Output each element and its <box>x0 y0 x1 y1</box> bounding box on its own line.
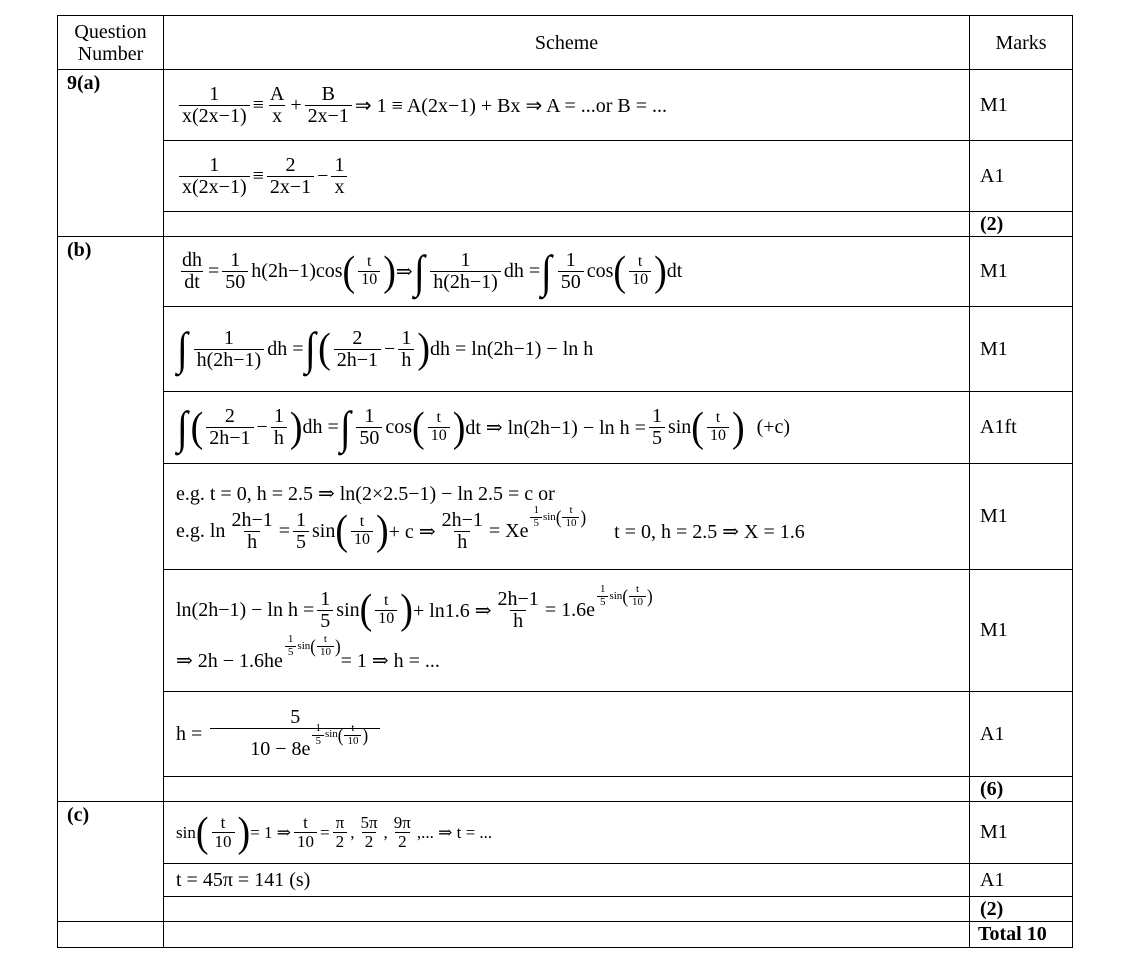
expression-text: e.g. ln <box>176 519 226 542</box>
mark-cell: M1 <box>970 570 1073 692</box>
denominator: 2 <box>395 832 410 851</box>
denominator: 2h−1 <box>206 427 253 449</box>
denominator: h <box>271 427 287 449</box>
scheme-cell <box>164 307 970 392</box>
numerator: 1 <box>533 503 539 516</box>
denominator: 5 <box>312 735 324 748</box>
q9b-total-row <box>58 777 1073 802</box>
denominator: x(2x−1) <box>179 105 250 127</box>
mark-scheme-table <box>57 15 1073 948</box>
numerator: t <box>637 253 643 271</box>
left-paren: ( <box>335 507 348 555</box>
subtotal-mark: (2) <box>970 897 1073 922</box>
mark-cell: A1 <box>970 692 1073 777</box>
integral-sign: ∫ <box>176 401 188 453</box>
numerator: 1 <box>334 153 345 176</box>
denominator: h <box>510 610 526 632</box>
exponent <box>311 723 368 747</box>
numerator: t <box>220 813 226 833</box>
denominator: h <box>454 531 470 553</box>
expression-text: dt <box>666 260 683 282</box>
expression-text: dh = <box>267 337 304 360</box>
denominator: 2x−1 <box>267 176 314 198</box>
mark-cell: M1 <box>970 70 1073 141</box>
right-paren: ) <box>237 809 251 856</box>
implies-sign: ⇒ <box>395 261 413 283</box>
numerator: 1 <box>223 326 234 349</box>
numerator: 1 <box>273 405 284 427</box>
denominator: 50 <box>222 271 248 293</box>
scheme-cell <box>164 802 970 864</box>
expression-text: ln(2h−1) − ln h = <box>176 598 315 621</box>
numerator: 2h−1 <box>497 587 539 610</box>
right-paren: ) <box>654 248 667 295</box>
empty-cell <box>58 922 164 948</box>
mark-cell: M1 <box>970 464 1073 570</box>
expression-text: dh = <box>302 416 339 438</box>
numerator: t <box>384 591 389 609</box>
numerator: 2 <box>285 153 296 176</box>
q9b-row-5 <box>58 570 1073 692</box>
right-paren: ) <box>452 404 466 451</box>
equiv-sign: ≡ <box>252 164 264 187</box>
numerator: 9π <box>393 813 411 833</box>
equals-sign: = <box>278 519 290 542</box>
scheme-cell <box>164 692 970 777</box>
expression-text: e.g. t = 0, h = 2.5 ⇒ ln(2×2.5−1) − ln 2.5 = c or <box>176 482 555 505</box>
exponent <box>284 634 341 658</box>
numerator: 1 <box>209 153 220 176</box>
q9a-total-row <box>58 212 1073 237</box>
numerator: π <box>335 813 345 833</box>
expression-text: dt ⇒ ln(2h−1) − ln h = <box>465 417 646 439</box>
left-paren: ( <box>622 585 628 607</box>
empty-cell <box>164 922 970 948</box>
mark-cell: M1 <box>970 237 1073 307</box>
left-paren: ( <box>342 248 356 295</box>
denominator: 50 <box>558 271 584 293</box>
expression-text: + c ⇒ <box>388 520 436 543</box>
denominator: x <box>269 105 285 127</box>
header-question-number: Question Number <box>58 16 164 70</box>
numerator: A <box>269 82 285 105</box>
denominator: 10 <box>562 517 579 530</box>
numerator: 1 <box>364 405 375 427</box>
mark-cell: M1 <box>970 307 1073 392</box>
denominator: x <box>331 176 347 198</box>
question-label-9a: 9(a) <box>58 70 164 237</box>
right-paren: ) <box>362 724 369 746</box>
integral-sign: ∫ <box>304 323 316 374</box>
right-paren: ) <box>289 404 303 451</box>
denominator: 10 <box>344 735 361 748</box>
right-paren: ) <box>731 404 745 451</box>
right-paren: ) <box>383 248 396 295</box>
numerator: t <box>303 813 308 833</box>
q9a-row-2 <box>58 141 1073 212</box>
expression-text: dh = <box>503 260 541 282</box>
denominator: h <box>244 531 260 553</box>
minus-sign: − <box>317 164 329 187</box>
comma: , <box>383 822 388 842</box>
q9b-row-6 <box>58 692 1073 777</box>
grand-total-row <box>58 922 1073 948</box>
expression-text: = Xe <box>488 519 529 542</box>
exponent <box>529 505 586 529</box>
subtotal-mark: (2) <box>970 212 1073 237</box>
denominator: 10 <box>317 646 334 659</box>
expression-text: sin <box>336 598 360 621</box>
denominator: 10 <box>629 596 646 609</box>
denominator: 10 <box>212 832 235 851</box>
left-paren: ( <box>555 506 562 528</box>
scheme-cell <box>164 570 970 692</box>
denominator: 50 <box>356 427 382 449</box>
denominator: 5 <box>530 517 542 530</box>
numerator: t <box>366 253 372 271</box>
empty-cell <box>164 777 970 802</box>
denominator: 5 <box>285 646 297 659</box>
numerator: 1 <box>209 82 220 105</box>
denominator: 2 <box>362 832 377 851</box>
denominator: 10 <box>375 610 397 628</box>
numerator: 1 <box>287 632 294 645</box>
integral-sign: ∫ <box>339 401 351 453</box>
expression-text: ⇒ 1 ≡ A(2x−1) + Bx ⇒ A = ...or B = ... <box>354 94 668 117</box>
scheme-cell <box>164 392 970 464</box>
denominator: 10 <box>294 832 317 851</box>
q9a-row-1 <box>58 70 1073 141</box>
numerator: 5π <box>360 813 378 833</box>
denominator: h <box>398 349 414 371</box>
numerator: 2h−1 <box>231 508 273 531</box>
numerator: 2 <box>352 326 363 349</box>
left-paren: ( <box>337 724 344 746</box>
right-paren: ) <box>580 506 587 528</box>
denominator: 5 <box>317 610 333 632</box>
left-paren: ( <box>412 404 425 451</box>
numerator: 2h−1 <box>441 508 483 531</box>
expression-text: = 1.6e <box>544 598 595 621</box>
right-paren: ) <box>417 325 430 373</box>
scheme-cell <box>164 464 970 570</box>
left-paren: ( <box>318 325 331 373</box>
numerator: 1 <box>460 249 471 271</box>
left-paren: ( <box>190 404 204 451</box>
q9b-row-2 <box>58 307 1073 392</box>
mark-cell: M1 <box>970 802 1073 864</box>
mark-cell: A1 <box>970 141 1073 212</box>
left-paren: ( <box>359 586 373 634</box>
equiv-sign: ≡ <box>252 93 264 116</box>
constant-term: (+c) <box>756 416 791 438</box>
denominator: 10 <box>707 427 729 445</box>
denominator <box>210 721 380 761</box>
numerator: t <box>359 512 365 530</box>
expression-text: h(2h−1)cos <box>251 260 343 282</box>
numerator: 1 <box>565 249 576 271</box>
subtotal-mark: (6) <box>970 777 1073 802</box>
question-label-9b: (b) <box>58 237 164 802</box>
expression-text: sin <box>609 590 623 602</box>
expression-text: sin <box>542 511 556 523</box>
plus-sign: + <box>290 93 302 116</box>
numerator: 1 <box>651 405 662 427</box>
scheme-cell <box>164 237 970 307</box>
denominator: 10 <box>428 427 450 445</box>
exponent <box>596 584 653 608</box>
denominator: x(2x−1) <box>179 176 250 198</box>
denominator: 10 <box>351 531 373 549</box>
denominator: 2 <box>333 832 348 851</box>
question-label-9c: (c) <box>58 802 164 922</box>
scheme-cell <box>164 70 970 141</box>
mark-cell: A1ft <box>970 392 1073 464</box>
numerator: t <box>351 721 355 734</box>
numerator: 1 <box>230 249 241 271</box>
integral-sign: ∫ <box>413 245 425 297</box>
expression-text: t = 0, h = 2.5 ⇒ X = 1.6 <box>614 520 805 543</box>
numerator: t <box>436 409 441 427</box>
numerator: 1 <box>599 582 606 595</box>
denominator: h(2h−1) <box>430 271 501 293</box>
denominator: dt <box>181 271 203 293</box>
expression-text: h = <box>176 722 203 745</box>
q9b-row-4 <box>58 464 1073 570</box>
integral-sign: ∫ <box>176 323 188 374</box>
integral-sign: ∫ <box>541 245 552 297</box>
expression-text: 10 − 8e <box>250 737 311 760</box>
expression-text: cos <box>385 416 413 438</box>
numerator: 1 <box>296 508 306 531</box>
expression-text: = 1 ⇒ h = ... <box>340 649 440 672</box>
denominator: 2x−1 <box>305 105 352 127</box>
right-paren: ) <box>376 507 389 555</box>
denominator: 5 <box>293 531 309 553</box>
q9b-row-3 <box>58 392 1073 464</box>
header-row <box>58 16 1073 70</box>
left-paren: ( <box>310 635 316 657</box>
equals-sign: = <box>320 822 330 842</box>
empty-cell <box>164 897 970 922</box>
denominator: 2h−1 <box>334 349 381 371</box>
left-paren: ( <box>613 248 627 295</box>
numerator: t <box>569 503 573 516</box>
expression-text: sin <box>667 416 692 438</box>
scheme-cell: t = 45π = 141 (s) <box>164 864 970 897</box>
numerator: 1 <box>315 721 321 734</box>
denominator: 10 <box>629 271 651 289</box>
q9c-row-1 <box>58 802 1073 864</box>
numerator: 1 <box>320 587 331 610</box>
q9b-row-1 <box>58 237 1073 307</box>
denominator: h(2h−1) <box>194 349 265 371</box>
numerator: 2 <box>224 405 235 427</box>
right-paren: ) <box>334 635 341 657</box>
numerator: t <box>323 632 327 645</box>
minus-sign: − <box>384 337 396 360</box>
expression-text: sin <box>312 519 336 542</box>
grand-total-mark: Total 10 <box>970 922 1073 948</box>
right-paren: ) <box>646 585 653 607</box>
numerator: B <box>321 82 335 105</box>
expression-text: sin <box>297 640 311 652</box>
left-paren: ( <box>691 404 704 451</box>
numerator: t <box>635 582 640 595</box>
comma: , <box>350 822 355 842</box>
header-scheme: Scheme <box>164 16 970 70</box>
mark-cell: A1 <box>970 864 1073 897</box>
numerator: t <box>715 409 721 427</box>
minus-sign: − <box>256 416 268 438</box>
numerator: 5 <box>290 705 301 728</box>
right-paren: ) <box>400 586 413 634</box>
expression-text: cos <box>586 260 614 282</box>
scheme-cell <box>164 141 970 212</box>
empty-cell <box>164 212 970 237</box>
denominator: 5 <box>597 596 609 609</box>
numerator: dh <box>182 249 202 271</box>
numerator: 1 <box>401 326 412 349</box>
expression-text: + ln1.6 ⇒ <box>412 599 492 622</box>
denominator: 5 <box>649 427 665 449</box>
q9c-row-2 <box>58 864 1073 897</box>
left-paren: ( <box>195 809 209 856</box>
expression-text: dh = ln(2h−1) − ln h <box>429 337 594 360</box>
expression-text: ⇒ 2h − 1.6he <box>176 649 283 672</box>
expression-text: sin <box>176 822 196 842</box>
expression-text: sin <box>324 728 338 741</box>
expression-text: = 1 ⇒ <box>250 822 291 842</box>
header-marks: Marks <box>970 16 1073 70</box>
denominator: 10 <box>358 271 380 289</box>
q9c-total-row <box>58 897 1073 922</box>
expression-text: ,... ⇒ t = ... <box>416 822 493 842</box>
equals-sign: = <box>208 260 220 282</box>
